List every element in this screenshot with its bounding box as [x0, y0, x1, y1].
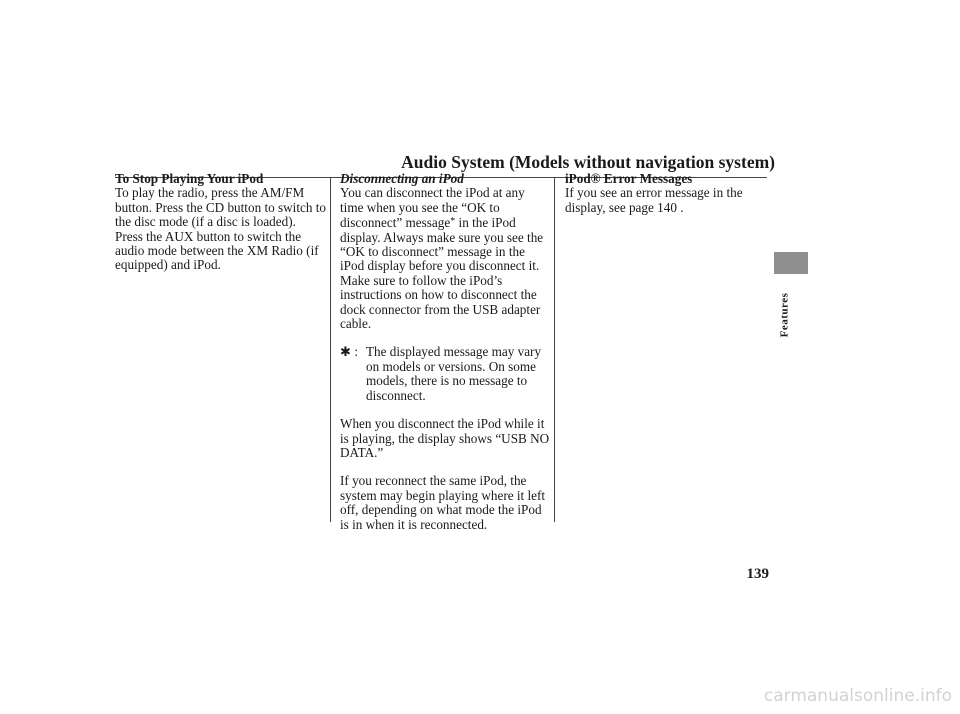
disconnect-text-start: You can disconnect the iPod at any time when you see the “OK to disconnect” message	[340, 185, 525, 231]
column-disconnecting	[340, 172, 550, 532]
usb-no-data-paragraph: When you disconnect the iPod while it is playing, the display shows “USB NO DATA.”	[340, 416, 550, 460]
watermark: carmanualsonline.info	[763, 686, 952, 706]
disconnect-text-end: in the iPod display. Always make sure you see the “OK to disconnect” message in the iPod display before you disconnect it. Make sure to follow the iPod’s instructions on how to disconnect the dock connector from the USB adapter cable.	[340, 215, 544, 332]
column-divider-2	[554, 178, 555, 522]
column-error-messages	[565, 172, 765, 215]
column-stop-playing	[115, 172, 327, 273]
column-divider-1	[330, 178, 331, 522]
asterisk-footnote-ref: *	[450, 216, 456, 228]
page-number: 139	[746, 566, 769, 582]
footnote	[340, 345, 550, 403]
reconnect-paragraph: If you reconnect the same iPod, the system may begin playing where it left off, depending on what mode the iPod is in when it is reconnected.	[340, 473, 546, 532]
disconnect-paragraph	[340, 186, 550, 331]
section-heading-stop-playing: To Stop Playing Your iPod	[115, 171, 264, 186]
footnote-marker: ✱ :	[340, 344, 359, 360]
error-messages-body: If you see an error message in the display, see page 140 .	[565, 185, 743, 215]
section-tab-marker	[774, 252, 808, 274]
section-heading-error-messages: iPod® Error Messages	[565, 171, 693, 186]
stop-playing-body: To play the radio, press the AM/FM button. Press the CD button to switch to the disc mode (if a disc is loaded). Press the AUX button to switch the audio mode between the XM Radio (if equipped) and iPod.	[115, 185, 326, 273]
page-title: Audio System (Models without navigation system)	[401, 152, 775, 172]
section-label-text: Features	[778, 292, 791, 338]
section-label	[764, 285, 804, 345]
section-heading-disconnecting: Disconnecting an iPod	[340, 171, 464, 186]
footnote-text: The displayed message may vary on models or versions. On some models, there is no message to disconnect.	[366, 344, 542, 403]
